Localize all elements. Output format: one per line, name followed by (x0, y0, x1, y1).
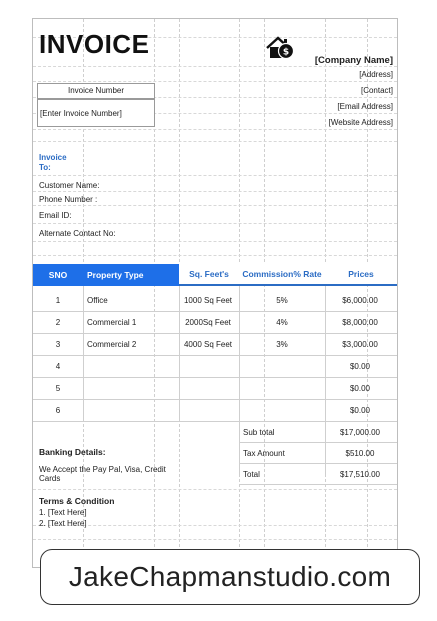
row-sq-feet: 2000Sq Feet (185, 317, 231, 327)
column-divider (239, 286, 240, 476)
grid-line (33, 525, 397, 526)
header-commission-rate: Commission% Rate (239, 264, 325, 286)
grid-line (33, 129, 397, 130)
row-price: $8,000.00 (342, 317, 378, 327)
summary-divider (239, 463, 397, 464)
invoice-number-field[interactable]: [Enter Invoice Number] (37, 99, 155, 127)
header-property-type: Property Type (83, 264, 179, 286)
table-row (33, 377, 397, 400)
invoice-to-label: Invoice To: (39, 153, 67, 172)
invoice-sheet (32, 18, 398, 568)
summary-divider (239, 484, 397, 485)
grid-line (33, 255, 397, 256)
table-row (33, 289, 397, 312)
banking-details-title: Banking Details: (39, 447, 106, 457)
row-property-type: Commercial 1 (87, 317, 137, 327)
banking-details-text: We Accept the Pay Pal, Visa, Credit Cards (39, 465, 166, 483)
table-row (33, 333, 397, 356)
row-sno: 3 (55, 339, 61, 349)
company-email: [Email Address] (337, 102, 393, 111)
header-sno: SNO (33, 264, 83, 286)
phone-number-label: Phone Number : (39, 195, 98, 204)
row-commission-rate (239, 399, 325, 421)
row-price: $3,000.00 (342, 339, 378, 349)
tax-amount-label: Tax Amount (243, 449, 285, 458)
invoice-title: INVOICE (39, 29, 150, 59)
table-row (33, 311, 397, 334)
items-table-header (33, 264, 397, 286)
row-commission-rate (239, 377, 325, 399)
grid-line (33, 489, 397, 490)
svg-text:$: $ (282, 47, 290, 58)
row-price: $0.00 (349, 405, 371, 415)
row-property-type (87, 399, 177, 421)
company-contact: [Contact] (360, 86, 393, 95)
grid-line (33, 66, 397, 67)
subtotal-label: Sub total (243, 428, 275, 437)
company-address: [Address] (359, 70, 393, 79)
grid-line (33, 205, 397, 206)
row-property-type: Commercial 2 (87, 339, 137, 349)
row-sno: 1 (55, 295, 61, 305)
grid-line (33, 81, 397, 82)
total-value: $17,510.00 (339, 470, 381, 479)
total-label: Total (243, 470, 260, 479)
customer-name-label: Customer Name: (39, 181, 100, 190)
summary-divider (239, 442, 397, 443)
column-divider (179, 286, 180, 420)
grid-line (33, 539, 397, 540)
grid-line (33, 223, 397, 224)
alternate-contact-label: Alternate Contact No: (39, 229, 116, 238)
row-price: $0.00 (349, 361, 371, 371)
grid-line (33, 175, 397, 176)
tax-amount-value: $510.00 (345, 449, 375, 458)
terms-item: 1. [Text Here] (39, 508, 87, 517)
header-sq-feet: Sq. Feet's (179, 264, 239, 286)
row-sq-feet (179, 377, 237, 399)
grid-line (33, 191, 397, 192)
row-sq-feet (179, 355, 237, 377)
row-commission-rate: 5% (276, 295, 288, 305)
row-sq-feet: 1000 Sq Feet (183, 295, 233, 305)
email-id-label: Email ID: (39, 211, 72, 220)
invoice-number-label: Invoice Number (37, 83, 155, 99)
row-sq-feet: 4000 Sq Feet (183, 339, 233, 349)
row-commission-rate: 4% (276, 317, 288, 327)
row-sno: 6 (55, 405, 61, 415)
header-prices: Prices (325, 264, 397, 286)
company-name: [Company Name] (314, 55, 393, 66)
subtotal-value: $17,000.00 (339, 428, 381, 437)
company-website: [Website Address] (328, 118, 393, 127)
row-property-type (87, 377, 177, 399)
column-divider (325, 286, 326, 476)
grid-line (33, 241, 397, 242)
row-property-type (87, 355, 177, 377)
row-price: $6,000.00 (342, 295, 378, 305)
row-commission-rate (239, 355, 325, 377)
house-dollar-icon (265, 35, 295, 61)
watermark-banner: JakeChapmanstudio.com (40, 549, 420, 605)
row-sq-feet (179, 399, 237, 421)
table-row (33, 355, 397, 378)
row-price: $0.00 (349, 383, 371, 393)
terms-title: Terms & Condition (39, 496, 115, 506)
terms-item: 2. [Text Here] (39, 519, 87, 528)
row-sno: 2 (55, 317, 61, 327)
row-commission-rate: 3% (276, 339, 288, 349)
row-sno: 5 (55, 383, 61, 393)
row-sno: 4 (55, 361, 61, 371)
column-divider (83, 286, 84, 420)
table-row (33, 399, 397, 422)
grid-line (33, 141, 397, 142)
row-property-type: Office (87, 295, 108, 305)
